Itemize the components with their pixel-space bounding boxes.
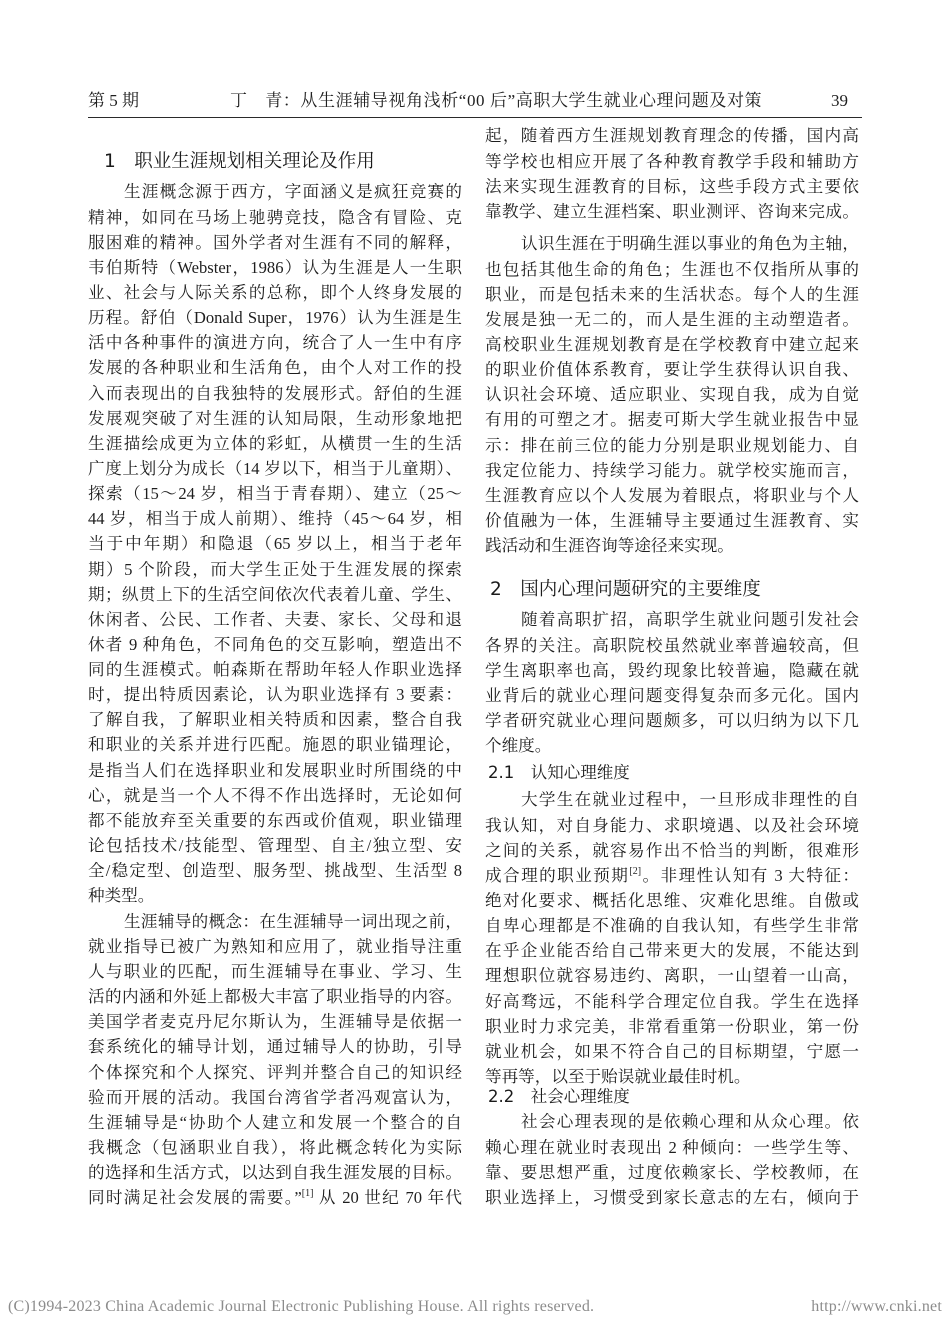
text-line: 业、社会与人际关系的总称，即个人终身发展的 [88, 282, 462, 302]
text-line: 精神，如同在马场上驰骋竞技，隐含有冒险、克 [88, 207, 462, 227]
text-line: 发展是独一无二的，而人是生涯的主动塑造者。 [485, 309, 859, 329]
text-line: 践活动和生涯咨询等途径来实现。 [485, 536, 734, 556]
text-line: 了解自我，了解职业相关特质和因素，整合自我 [88, 710, 462, 730]
text-line: 之间的关系，就容易作出不恰当的判断，很难形 [485, 840, 859, 860]
text-line: 学者研究就业心理问题颇多，可以归纳为以下几 [485, 710, 859, 730]
text-line: 期；纵贯上下的生活空间依次代表着儿童、学生、 [88, 584, 462, 604]
left-column [88, 0, 462, 1344]
text-line: 心，就是当一个人不得不作出选择时，无论如何 [88, 785, 462, 805]
text-line: 个体探究和个人探究、评判并整合自己的知识经 [88, 1062, 462, 1082]
text-line: 生涯概念源于西方，字面涵义是疯狂竞赛的 [124, 182, 462, 202]
text-line: 示：排在前三位的能力分别是职业规划能力、自 [485, 435, 859, 455]
text-line: 人与职业的匹配，而生涯辅导在事业、学习、生 [88, 962, 462, 982]
text-line: 职业，而是包括未来的生活状态。每个人的生涯 [485, 284, 859, 304]
text-line: 在乎企业能否给自己带来更大的发展，不能达到 [485, 941, 859, 961]
text-line: 业背后的就业心理问题变得复杂而多元化。国内 [485, 685, 859, 705]
text-line: 职业时力求完美，非常看重第一份职业，第一份 [485, 1016, 859, 1036]
text-line: 就业指导已被广为熟知和应用了，就业指导注重 [88, 936, 462, 956]
paragraph [88, 909, 462, 1211]
text-line: 活的内涵和外延上都极大丰富了职业指导的内容。 [88, 987, 462, 1007]
text-line: 我定位能力、持续学习能力。就学校实施而言， [485, 460, 859, 480]
text-line: 论包括技术/技能型、管理型、自主/独立型、安 [88, 836, 462, 856]
text-line: 探索（15～24 岁，相当于青春期）、建立（25～ [88, 484, 462, 504]
page-number: 39 [831, 91, 848, 110]
text-line: 各界的关注。高职院校虽然就业率普遍较高，但 [485, 635, 859, 655]
text-line: 就业机会，如果不符合自己的目标期望，宁愿一 [485, 1041, 859, 1061]
subsection-heading: 2.1 认知心理维度 [488, 763, 630, 782]
text-line: 活中各种事件的演进方向，统合了人一生中有序 [88, 333, 462, 353]
text-line: 休者 9 种角色，不同角色的交互影响，塑造出不 [88, 634, 462, 654]
text-line: 当于中年期）和隐退（65 岁以上，相当于老年 [88, 534, 462, 554]
line-text: 成合理的职业预期 [485, 865, 630, 885]
text-line: 等再等，以至于贻误就业最佳时机。 [485, 1066, 751, 1086]
text-line: 靠教学、建立生涯档案、职业测评、咨询来完成。 [485, 201, 859, 221]
paragraph [485, 123, 859, 224]
text-line-with-citation [485, 863, 859, 888]
text-line: 认识社会环境、适应职业、实现自我，成为自觉 [485, 385, 859, 405]
text-line: 都不能放弃至关重要的东西或价值观，职业锚理 [88, 810, 462, 830]
citation-marker: [1] [301, 1188, 314, 1200]
text-line: 服困难的精神。国外学者对生涯有不同的解释， [88, 232, 462, 252]
text-line: 自卑心理都是不准确的自我认知，有些学生非常 [485, 916, 859, 936]
text-line: 也包括其他生命的角色；生涯也不仅指所从事的 [485, 259, 859, 279]
text-line: 种类型。 [88, 886, 155, 906]
paragraph [485, 787, 859, 1089]
text-line: 随着高职扩招，高职学生就业问题引发社会 [521, 610, 859, 630]
text-line: 期）5 个阶段，而大学生正处于生涯发展的探索 [88, 559, 462, 579]
text-line: 44 岁，相当于成人前期）、维持（45～64 岁，相 [88, 509, 462, 529]
line-text: 同时满足社会发展的需要。” [88, 1188, 302, 1208]
text-line: 靠、要思想严重，过度依赖家长、学校教师，在 [485, 1162, 859, 1182]
section-heading: 1 职业生涯规划相关理论及作用 [104, 151, 375, 172]
text-line: 职业选择上，习惯受到家长意志的左右，倾向于 [485, 1187, 859, 1207]
text-line: 生涯描绘成更为立体的彩虹，从横贯一生的生活 [88, 433, 462, 453]
text-line: 验而开展的活动。我国台湾省学者冯观富认为， [88, 1087, 462, 1107]
text-line: 同的生涯模式。帕森斯在帮助年轻人作职业选择 [88, 660, 462, 680]
text-line: 我认知，对自身能力、求职境遇、以及社会环境 [485, 815, 859, 835]
running-title: 丁 青：从生涯辅导视角浅析“00 后”高职大学生就业心理问题及对策 [230, 91, 763, 110]
text-line: 绝对化要求、概括化思维、灾难化思维。自傲或 [485, 890, 859, 910]
text-line: 韦伯斯特（Webster，1986）认为生涯是人一生职 [88, 257, 462, 277]
subsection-heading: 2.2 社会心理维度 [488, 1087, 630, 1106]
text-line: 社会心理表现的是依赖心理和从众心理。依 [521, 1112, 859, 1132]
text-line: 好高骛远，不能科学合理定位自我。学生在选择 [485, 991, 859, 1011]
text-line: 和职业的关系并进行匹配。施恩的职业锚理论， [88, 735, 462, 755]
paragraph [485, 231, 859, 558]
journal-issue: 第 5 期 [88, 91, 139, 110]
text-line: 有用的可塑之才。据麦可斯大学生就业报告中显 [485, 410, 859, 430]
text-line: 价值融为一体，生涯辅导主要通过生涯教育、实 [485, 510, 859, 530]
text-line: 高校职业生涯规划教育是在学校教育中建立起来 [485, 334, 859, 354]
text-line: 学生离职率也高，毁约现象比较普遍，隐藏在就 [485, 660, 859, 680]
text-line: 广度上划分为成长（14 岁以下，相当于儿童期）、 [88, 458, 462, 478]
text-line: 历程。舒伯（Donald Super，1976）认为生涯是生 [88, 308, 462, 328]
paragraph [485, 607, 859, 758]
text-line: 我概念（包涵职业自我），将此概念转化为实际 [88, 1138, 462, 1158]
text-line: 的职业价值体系教育，要让学生获得认识自我、 [485, 360, 859, 380]
text-line: 等学校也相应开展了各种教育教学手段和辅助方 [485, 151, 859, 171]
text-line: 休闲者、公民、工作者、夫妻、家长、父母和退 [88, 609, 462, 629]
text-line: 认识生涯在于明确生涯以事业的角色为主轴， [521, 234, 859, 254]
text-line: 发展的各种职业和生活角色，由个人对工作的投 [88, 358, 462, 378]
text-line: 理想职位就容易违约、离职，一山望着一山高， [485, 966, 859, 986]
text-line: 的选择和生活方式，以达到自我生涯发展的目标。 [88, 1163, 462, 1183]
text-line: 是指当人们在选择职业和发展职业时所围绕的中 [88, 760, 462, 780]
text-line: 生涯辅导的概念：在生涯辅导一词出现之前， [124, 911, 462, 931]
text-line: 个维度。 [485, 736, 552, 756]
text-line: 时，提出特质因素论，认为职业选择有 3 要素： [88, 685, 462, 705]
right-column [485, 0, 859, 1344]
text-line: 套系统化的辅导计划，通过辅导人的协助，引导 [88, 1037, 462, 1057]
text-line: 入而表现出的自我独特的发展形式。舒伯的生涯 [88, 383, 462, 403]
text-line: 全/稳定型、创造型、服务型、挑战型、生活型 8 [88, 861, 462, 881]
text-line-with-citation [88, 1185, 462, 1210]
text-line: 起，随着西方生涯规划教育理念的传播，国内高 [485, 126, 859, 146]
line-text: 。非理性认知有 3 大特征： [641, 865, 860, 885]
paragraph [485, 1109, 859, 1210]
line-text: 从 20 世纪 70 年代 [313, 1188, 462, 1208]
text-line: 生涯教育应以个人发展为着眼点，将职业与个人 [485, 485, 859, 505]
copyright-notice: (C)1994-2023 China Academic Journal Electronic Publishing House. All rights reserved. [8, 1298, 595, 1315]
citation-marker: [2] [629, 865, 642, 877]
cnki-url: http://www.cnki.net [811, 1298, 942, 1315]
section-heading: 2 国内心理问题研究的主要维度 [490, 579, 761, 600]
text-line: 生涯辅导是“协助个人建立和发展一个整合的自 [88, 1112, 462, 1132]
paragraph [88, 179, 462, 908]
text-line: 美国学者麦克丹尼尔斯认为，生涯辅导是依据一 [88, 1012, 462, 1032]
text-line: 法来实现生涯教育的目标，这些手段方式主要依 [485, 176, 859, 196]
text-line: 发展观突破了对生涯的认知局限，生动形象地把 [88, 408, 462, 428]
text-line: 赖心理在就业时表现出 2 种倾向：一些学生等、 [485, 1137, 859, 1157]
text-line: 大学生在就业过程中，一旦形成非理性的自 [521, 790, 859, 810]
